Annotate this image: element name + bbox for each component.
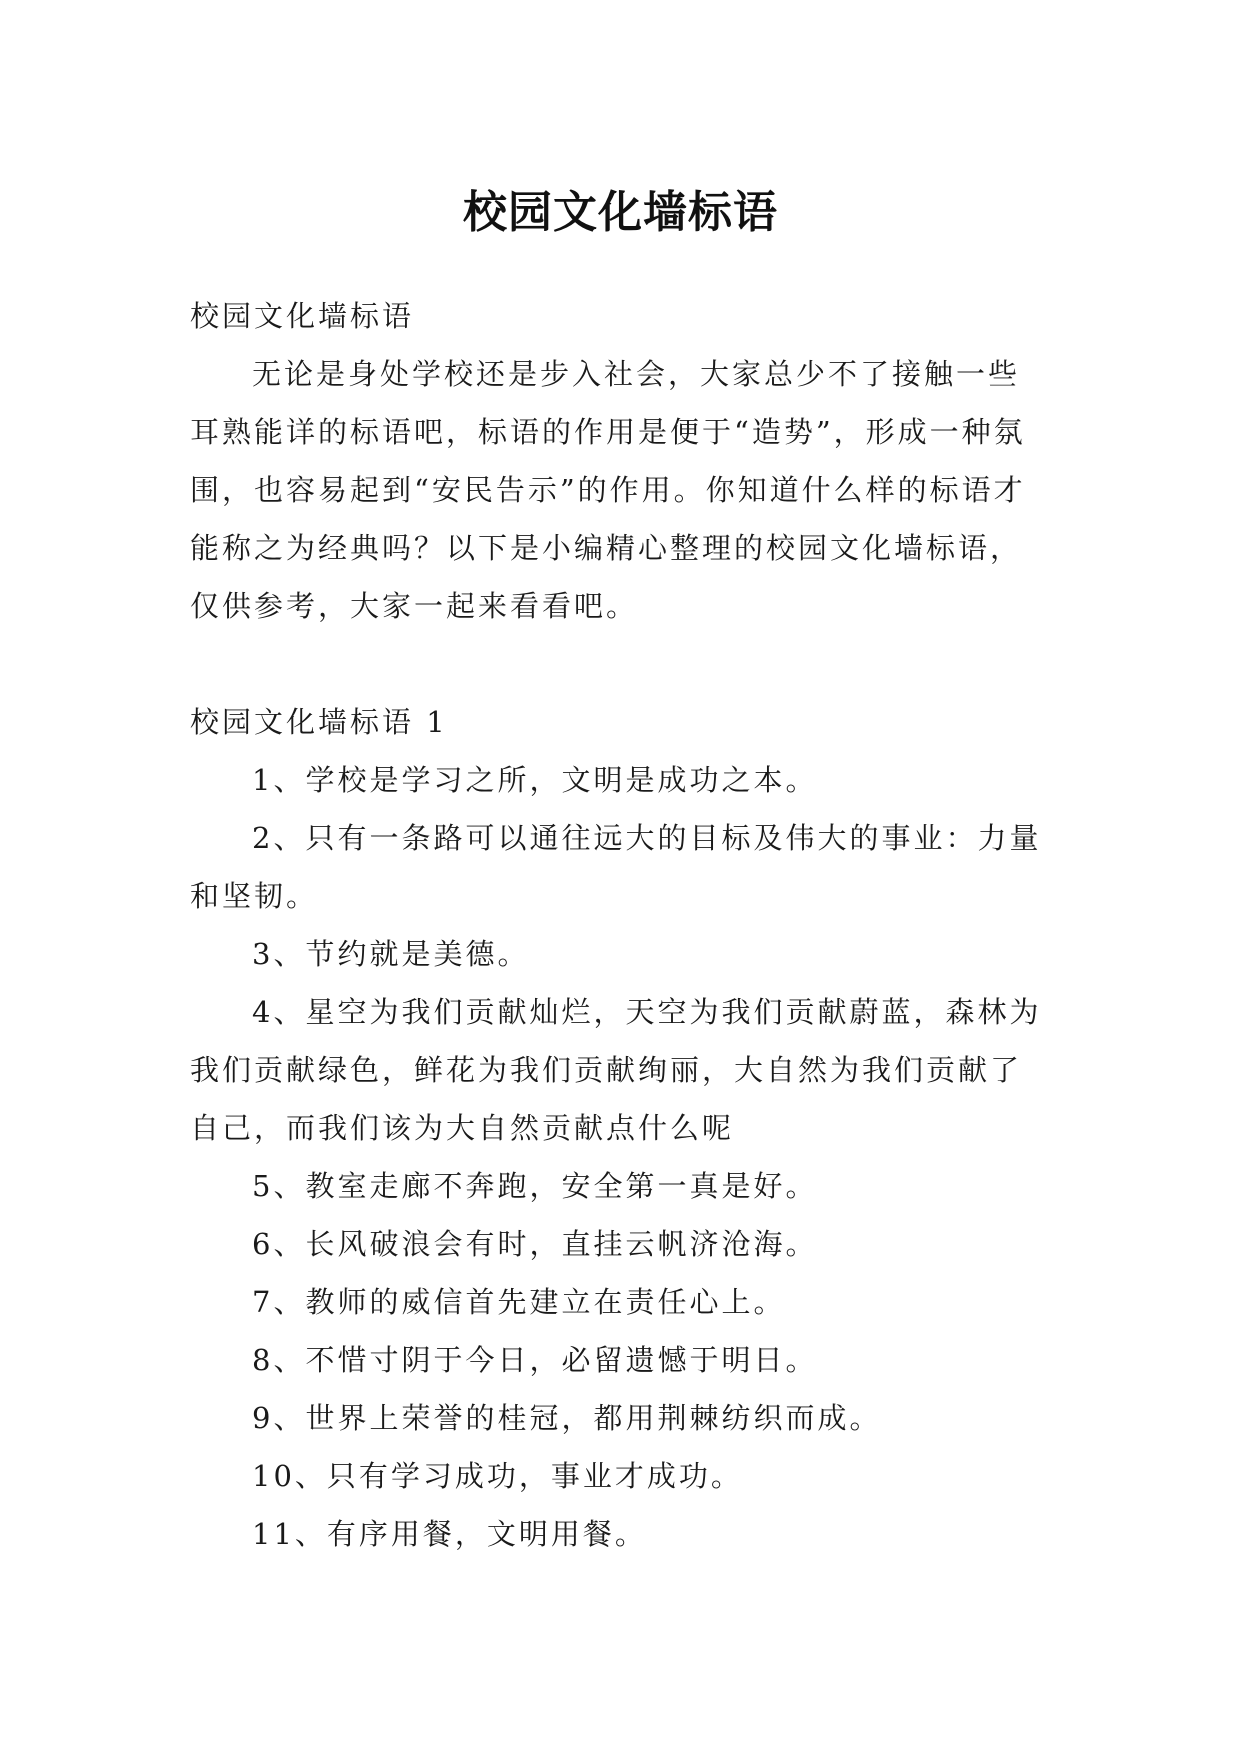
slogan-item: 1、学校是学习之所，文明是成功之本。: [252, 763, 818, 797]
slogan-item: 3、节约就是美德。: [252, 937, 530, 971]
document-body: [190, 287, 1050, 1563]
intro-heading: 校园文化墙标语: [190, 299, 415, 333]
slogan-item: 6、长风破浪会有时，直挂云帆济沧海。: [252, 1227, 818, 1261]
section-spacer: [190, 635, 1050, 693]
slogan-item: 11、有序用餐，文明用餐。: [252, 1517, 647, 1551]
document-title: 校园文化墙标语: [463, 187, 778, 239]
slogan-item: 9、世界上荣誉的桂冠，都用荆棘纺织而成。: [252, 1401, 882, 1435]
slogan-item: 7、教师的威信首先建立在责任心上。: [252, 1285, 786, 1319]
slogan-item: 10、只有学习成功，事业才成功。: [252, 1459, 743, 1493]
slogan-item: 8、不惜寸阴于今日，必留遗憾于明日。: [252, 1343, 818, 1377]
slogan-item: 2、只有一条路可以通往远大的目标及伟大的事业：力量和坚韧。: [190, 821, 1042, 913]
slogan-item: 4、星空为我们贡献灿烂，天空为我们贡献蔚蓝，森林为我们贡献绿色，鲜花为我们贡献绚丽，大自然为我们贡献了自己，而我们该为大自然贡献点什么呢: [190, 995, 1042, 1145]
intro-paragraph: 无论是身处学校还是步入社会，大家总少不了接触一些耳熟能详的标语吧，标语的作用是便于“造势”，形成一种氛围，也容易起到“安民告示”的作用。你知道什么样的标语才能称之为经典吗？以下是小编精心整理的校园文化墙标语，仅供参考，大家一起来看看吧。: [190, 357, 1026, 623]
section-heading: 校园文化墙标语 1: [190, 705, 448, 739]
slogan-item: 5、教室走廊不奔跑，安全第一真是好。: [252, 1169, 818, 1203]
